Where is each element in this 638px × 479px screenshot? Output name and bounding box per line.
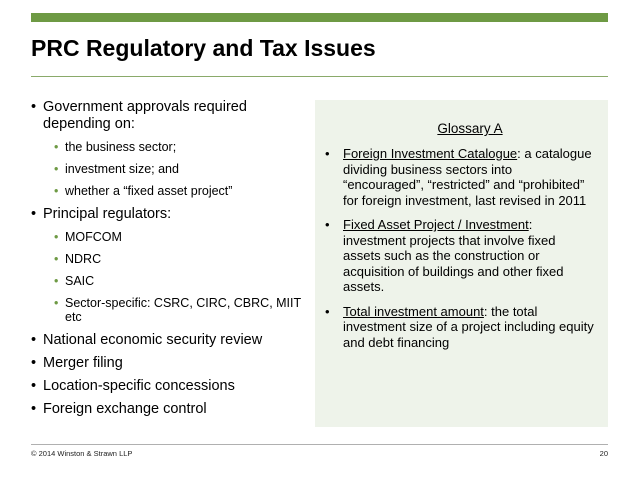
- sub-bullet-list: [43, 230, 306, 324]
- title-divider: [31, 76, 608, 77]
- header-accent-bar: [31, 13, 608, 22]
- sub-bullet-item: • whether a “fixed asset project”: [43, 184, 306, 198]
- main-bullet-list: [31, 99, 306, 418]
- sub-bullet-list: [43, 140, 306, 198]
- bullet-location-concessions: • Location-specific concessions: [31, 378, 306, 395]
- glossary-panel: [315, 100, 608, 427]
- glossary-definition: : a catalogue dividing business sectors into “encouraged”, “restricted” and “prohibited” for foreign investment, last revised in 2011: [343, 146, 592, 208]
- footer-divider: [31, 444, 608, 445]
- sub-bullet-item: • investment size; and: [43, 162, 306, 176]
- sub-bullet-item: • Sector-specific: CSRC, CIRC, CBRC, MIIT etc: [43, 296, 306, 324]
- bullet-text: Government approvals required depending on:: [43, 99, 247, 132]
- glossary-title: Glossary A: [437, 121, 503, 136]
- glossary-definition: : the total investment size of a project including equity and debt financing: [343, 303, 594, 350]
- page-number: 20: [599, 449, 608, 458]
- sub-bullet-item: • SAIC: [43, 274, 306, 288]
- bullet-text: Principal regulators:: [43, 206, 172, 222]
- glossary-entry: [324, 146, 594, 208]
- bullet-government-approvals: [31, 99, 306, 198]
- glossary-entry: [324, 304, 594, 351]
- main-bullet-column: [31, 99, 306, 424]
- glossary-term: Fixed Asset Project / Investment: [343, 217, 529, 232]
- copyright-notice: © 2014 Winston & Strawn LLP: [31, 449, 133, 458]
- sub-bullet-item: • the business sector;: [43, 140, 306, 154]
- sub-bullet-item: • MOFCOM: [43, 230, 306, 244]
- glossary-definition: : investment projects that involve fixed assets such as the construction or acquisition of buildings and other fixed assets.: [343, 217, 564, 294]
- sub-bullet-item: • NDRC: [43, 252, 306, 266]
- glossary-term: Total investment amount: [343, 303, 484, 319]
- glossary-term: Foreign Investment Catalogue: [343, 146, 518, 161]
- bullet-security-review: • National economic security review: [31, 332, 306, 349]
- bullet-foreign-exchange: • Foreign exchange control: [31, 401, 306, 418]
- glossary-list: [324, 146, 594, 350]
- page-title: PRC Regulatory and Tax Issues: [31, 35, 376, 61]
- glossary-entry: [324, 217, 594, 295]
- bullet-principal-regulators: [31, 206, 306, 324]
- bullet-merger-filing: • Merger filing: [31, 355, 306, 372]
